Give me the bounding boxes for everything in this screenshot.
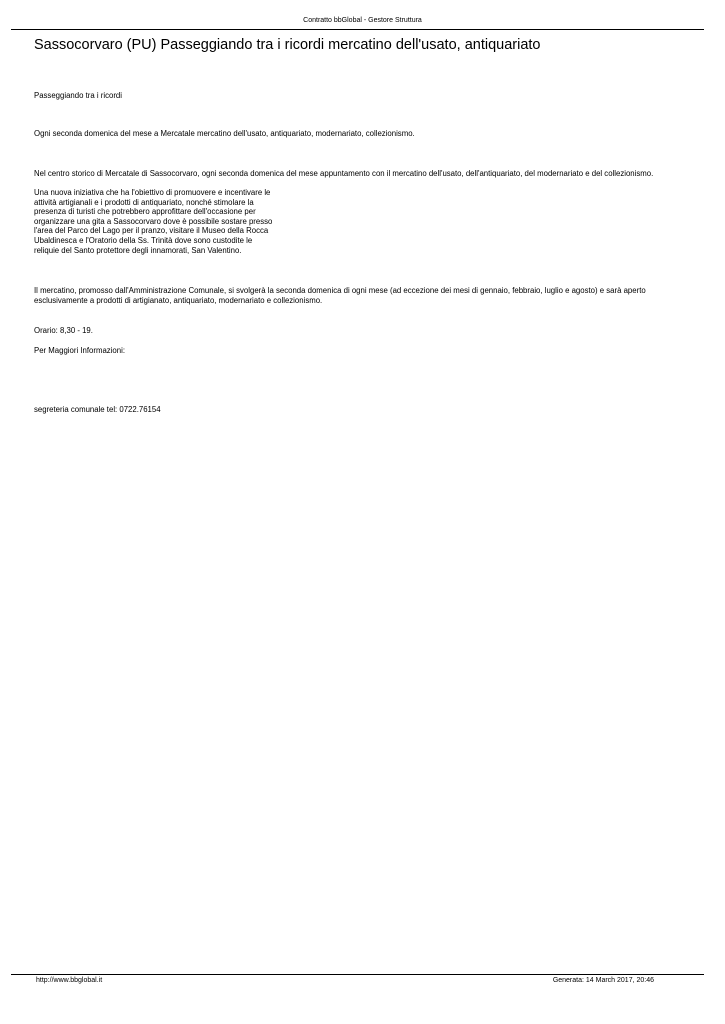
- info-label: Per Maggiori Informazioni:: [34, 346, 126, 355]
- document-subtitle: Passeggiando tra i ricordi: [34, 91, 122, 100]
- initiative-line: Una nuova iniziativa che ha l'obiettivo di promuovere e incentivare le: [34, 188, 271, 197]
- opening-hours: Orario: 8,30 - 19.: [34, 326, 93, 335]
- footer-url-link[interactable]: http://www.bbglobal.it: [36, 977, 103, 984]
- footer-divider: [11, 974, 704, 975]
- initiative-paragraph: [34, 188, 304, 255]
- initiative-line: organizzare una gita a Sassocorvaro dove è possibile sostare presso: [34, 216, 273, 226]
- initiative-line: attività artigianali e i prodotti di antiquariato, nonché stimolare la: [34, 197, 254, 207]
- header-divider: [11, 29, 704, 30]
- summary-paragraph: Ogni seconda domenica del mese a Mercatale mercatino dell'usato, antiquariato, modernariato, collezionismo.: [34, 129, 415, 138]
- initiative-line: reliquie del Santo protettore degli innamorati, San Valentino.: [34, 245, 242, 255]
- initiative-line: Ubaldinesca e l'Oratorio della Ss. Trinità dove sono custodite le: [34, 235, 253, 245]
- initiative-line: presenza di turisti che potrebbero approfittare dell'occasione per: [34, 207, 256, 217]
- document-title: Sassocorvaro (PU) Passeggiando tra i ricordi mercatino dell'usato, antiquariato: [34, 37, 541, 53]
- initiative-line: l'area del Parco del Lago per il pranzo, visitare il Museo della Rocca: [34, 226, 269, 236]
- promotion-paragraph: Il mercatino, promosso dall'Amministrazione Comunale, si svolgerà la seconda domenica di ogni mese (ad eccezione dei mesi di gennaio, febbraio, luglio e agosto) e sarà aperto esclusivamente a prodotti di artigianato, antiquariato, modernariato e collezionismo.: [34, 286, 646, 305]
- page-header: Contratto bbGlobal - Gestore Struttura: [303, 17, 422, 24]
- intro-paragraph: Nel centro storico di Mercatale di Sassocorvaro, ogni seconda domenica del mese appuntamento con il mercatino dell'usato, dell'antiquariato, del modernariato e del collezionismo.: [34, 169, 654, 178]
- contact-phone: segreteria comunale tel: 0722.76154: [34, 405, 161, 414]
- footer-generated-date: Generata: 14 March 2017, 20:46: [552, 977, 654, 984]
